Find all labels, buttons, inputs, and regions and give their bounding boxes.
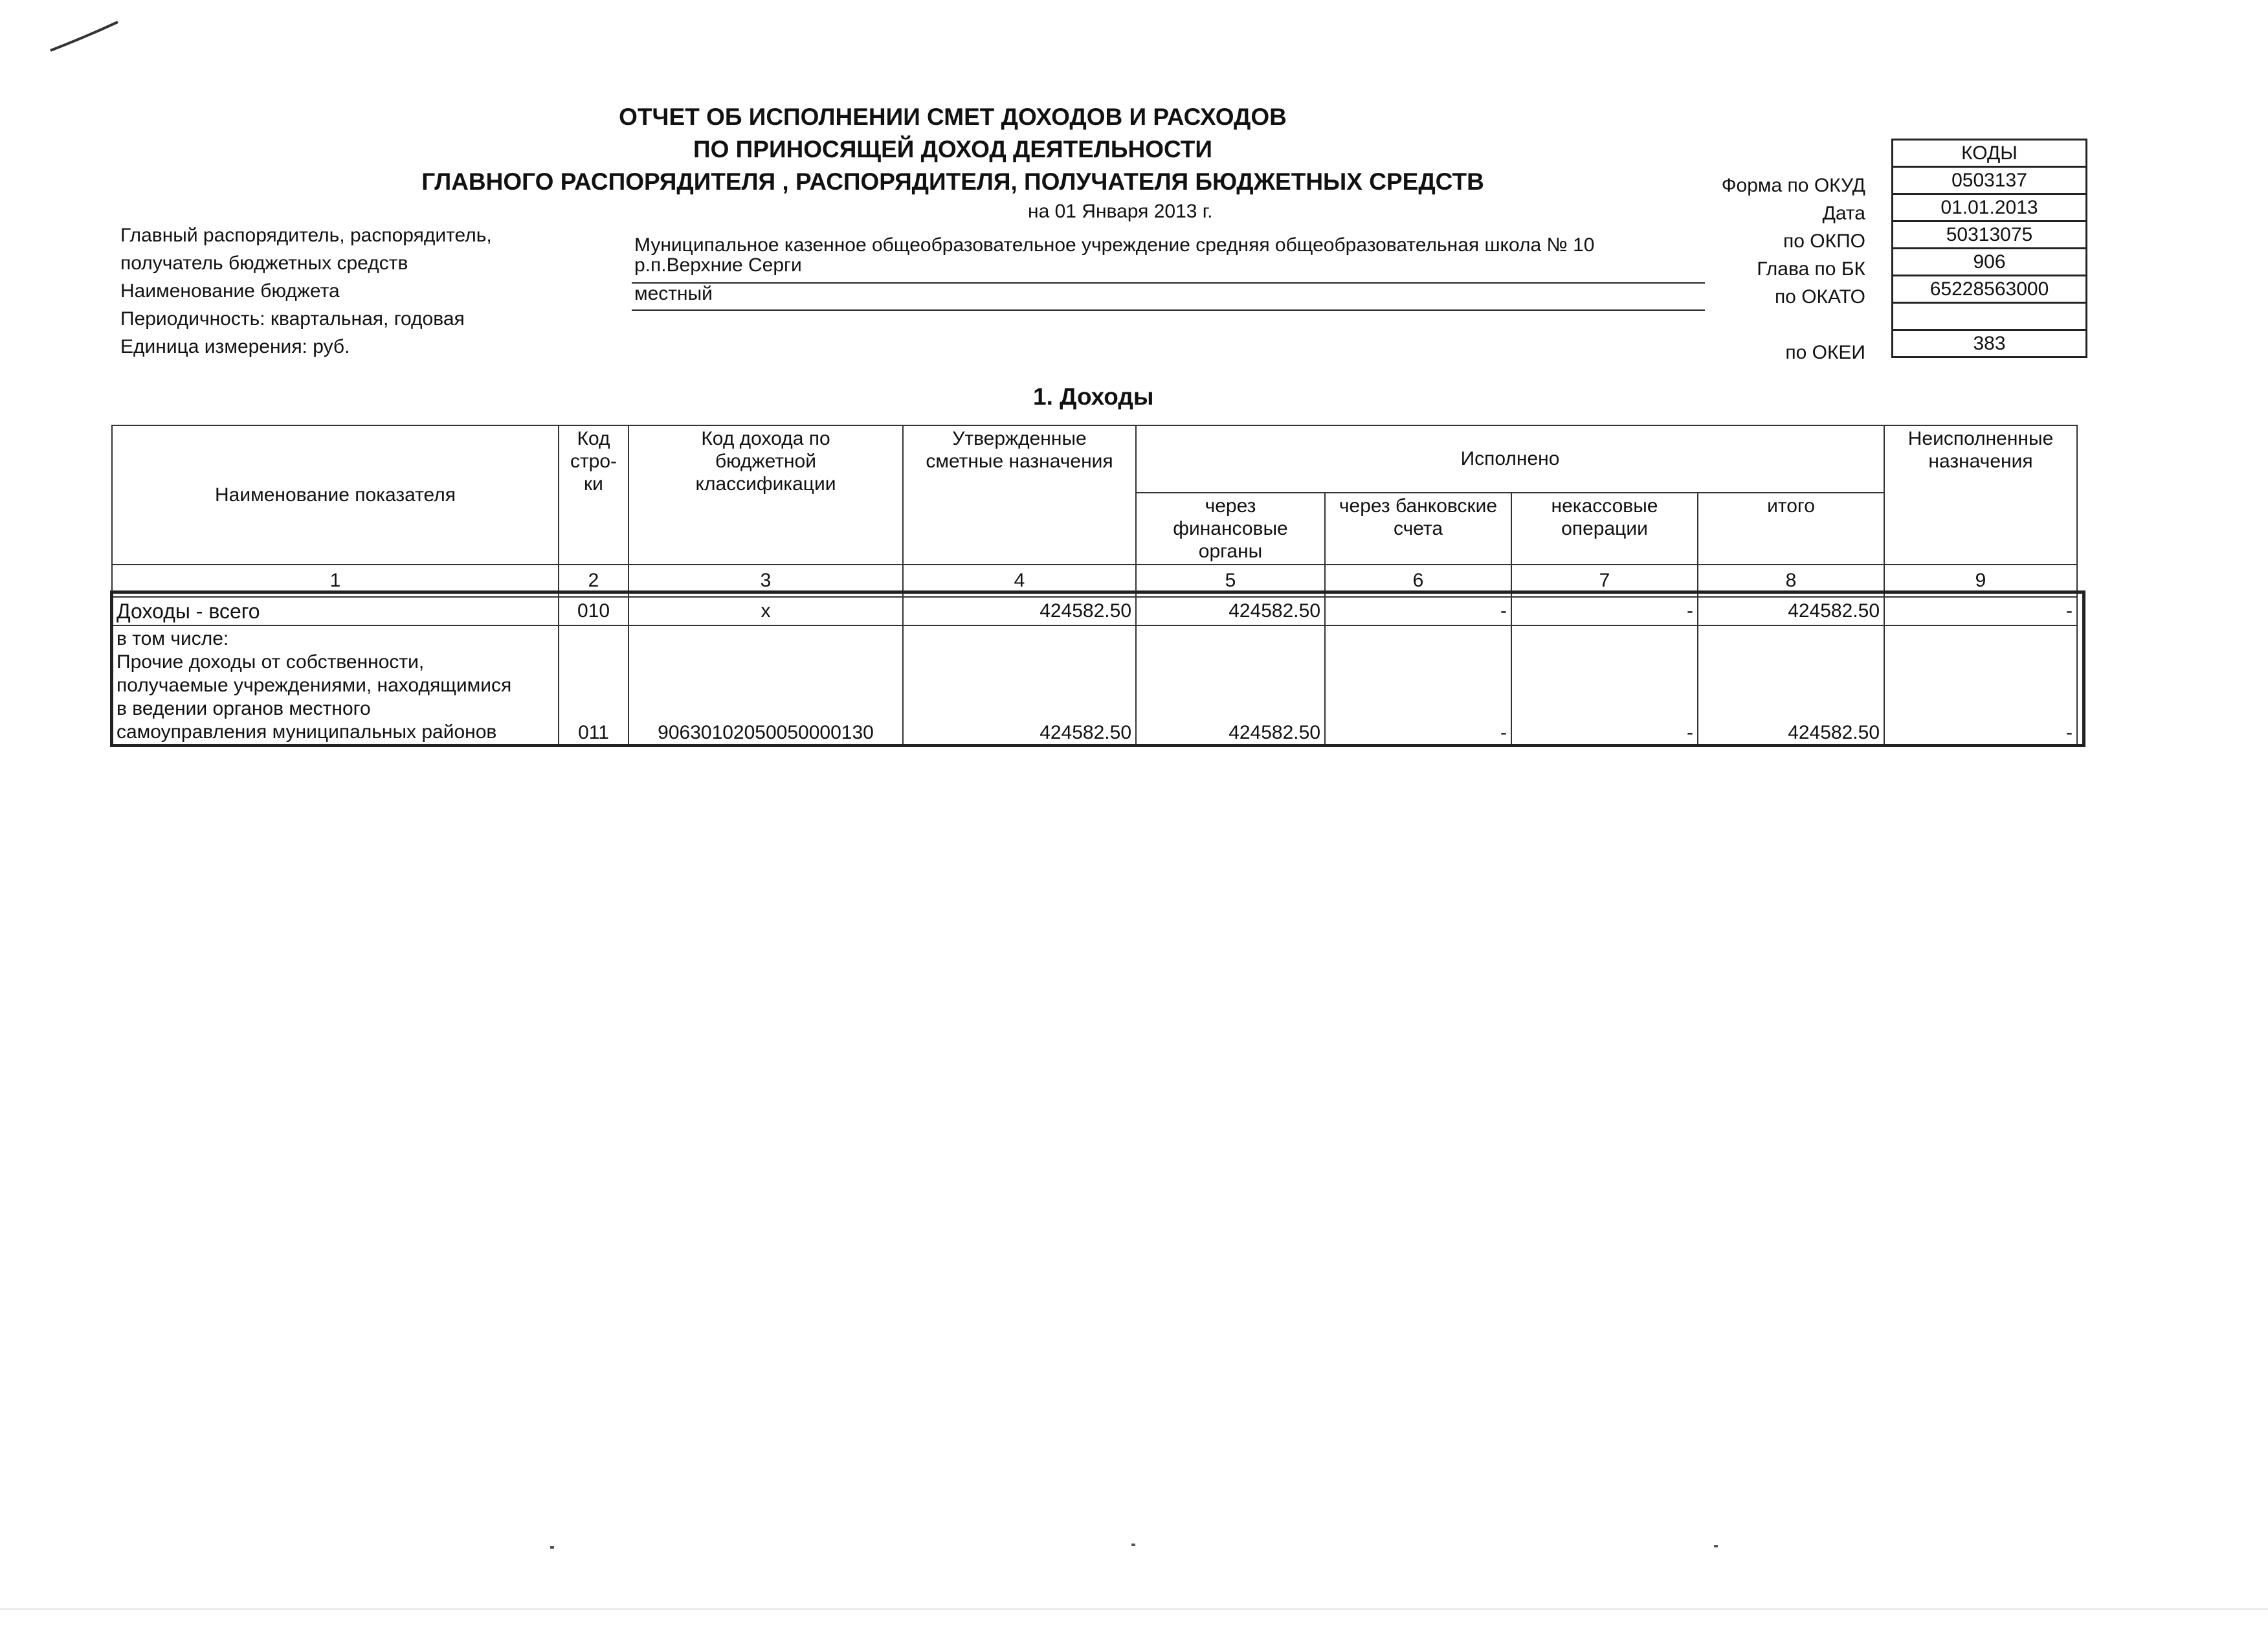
okei-code: 383	[1893, 330, 2087, 357]
report-title-line2: ПО ПРИНОСЯЩЕЙ ДОХОД ДЕЯТЕЛЬНОСТИ	[693, 136, 1212, 163]
unit-label: Единица измерения: руб.	[120, 336, 350, 357]
total-noncash: -	[1511, 597, 1698, 625]
scan-edge	[0, 1608, 2268, 1610]
budget-value: местный	[634, 283, 713, 304]
detail-income-code: 90630102050050000130	[628, 625, 903, 746]
index-row	[112, 565, 2077, 597]
detail-unexecuted: -	[1884, 625, 2077, 746]
total-code: 010	[559, 597, 628, 625]
okpo-label: по ОКПО	[1783, 230, 1865, 252]
detail-total: 424582.50	[1698, 625, 1884, 746]
codes-table	[1891, 139, 2087, 358]
index-cell: 2	[559, 565, 628, 597]
detail-noncash: -	[1511, 625, 1698, 746]
institution-location: р.п.Верхние Серги	[634, 254, 802, 276]
index-cell: 9	[1884, 565, 2077, 597]
scan-speck	[1131, 1544, 1135, 1546]
col-via-fin-header: через финансовые органы	[1136, 493, 1325, 565]
total-via-fin: 424582.50	[1136, 597, 1325, 625]
detail-name	[112, 625, 559, 746]
codes-header: КОДЫ	[1893, 140, 2087, 167]
distributor-label-2: получатель бюджетных средств	[120, 253, 408, 274]
total-name: Доходы - всего	[112, 597, 559, 625]
report-title-line1: ОТЧЕТ ОБ ИСПОЛНЕНИИ СМЕТ ДОХОДОВ И РАСХОДОВ	[619, 104, 1287, 130]
col-income-code-header: Код дохода по бюджетной классификации	[628, 425, 903, 565]
detail-name-line: самоуправления муниципальных районов	[117, 721, 497, 743]
bk-label: Глава по БК	[1757, 258, 1865, 280]
index-cell: 8	[1698, 565, 1884, 597]
institution-underline	[632, 282, 1705, 284]
empty-code	[1893, 303, 2087, 330]
total-income-row	[112, 597, 2077, 625]
scan-speck	[550, 1546, 554, 1549]
col-total-header: итого	[1698, 493, 1884, 565]
detail-name-line: в том числе:	[117, 628, 229, 650]
col-executed-header: Исполнено	[1136, 425, 1884, 493]
okato-code: 65228563000	[1893, 276, 2087, 303]
index-cell: 6	[1325, 565, 1511, 597]
col-via-bank-header: через банковские счета	[1325, 493, 1511, 565]
pen-mark	[45, 13, 129, 58]
budget-name-label: Наименование бюджета	[120, 280, 340, 302]
periodicity-label: Периодичность: квартальная, годовая	[120, 308, 465, 330]
detail-name-line: Прочие доходы от собственности,	[117, 651, 425, 673]
okpo-code: 50313075	[1893, 221, 2087, 249]
bk-code: 906	[1893, 249, 2087, 276]
section-title: 1. Доходы	[1033, 383, 1154, 410]
okei-label: по ОКЕИ	[1785, 342, 1865, 363]
detail-name-line: получаемые учреждениями, находящимися	[117, 675, 512, 697]
budget-underline	[632, 309, 1705, 311]
date-code: 01.01.2013	[1893, 194, 2087, 221]
col-unexecuted-header: Неисполненные назначения	[1884, 425, 2077, 565]
date-label: Дата	[1822, 203, 1865, 224]
okud-label: Форма по ОКУД	[1721, 175, 1865, 196]
index-cell: 4	[903, 565, 1136, 597]
total-approved: 424582.50	[903, 597, 1136, 625]
okato-label: по ОКАТО	[1774, 286, 1865, 308]
institution-name: Муниципальное казенное общеобразовательное учреждение средняя общеобразовательная школа № 10	[634, 234, 1595, 256]
col-name-header: Наименование показателя	[112, 425, 559, 565]
detail-approved: 424582.50	[903, 625, 1136, 746]
report-title-line3: ГЛАВНОГО РАСПОРЯДИТЕЛЯ , РАСПОРЯДИТЕЛЯ, ПОЛУЧАТЕЛЯ БЮДЖЕТНЫХ СРЕДСТВ	[421, 168, 1484, 195]
report-date: на 01 Января 2013 г.	[1028, 201, 1213, 222]
col-noncash-header: некассовые операции	[1511, 493, 1698, 565]
index-cell: 5	[1136, 565, 1325, 597]
col-approved-header: Утвержденные сметные назначения	[903, 425, 1136, 565]
index-cell: 1	[112, 565, 559, 597]
detail-via-fin: 424582.50	[1136, 625, 1325, 746]
scan-speck	[1714, 1545, 1718, 1547]
total-income-code: х	[628, 597, 903, 625]
okud-code: 0503137	[1893, 167, 2087, 194]
index-cell: 3	[628, 565, 903, 597]
col-code-header: Код стро- ки	[559, 425, 628, 565]
distributor-label-1: Главный распорядитель, распорядитель,	[120, 225, 492, 246]
total-via-bank: -	[1325, 597, 1511, 625]
detail-name-line: в ведении органов местного	[117, 698, 371, 720]
income-table	[111, 425, 2078, 747]
total-total: 424582.50	[1698, 597, 1884, 625]
index-cell: 7	[1511, 565, 1698, 597]
detail-via-bank: -	[1325, 625, 1511, 746]
detail-code: 011	[559, 625, 628, 746]
total-unexecuted: -	[1884, 597, 2077, 625]
detail-income-row	[112, 625, 2077, 746]
